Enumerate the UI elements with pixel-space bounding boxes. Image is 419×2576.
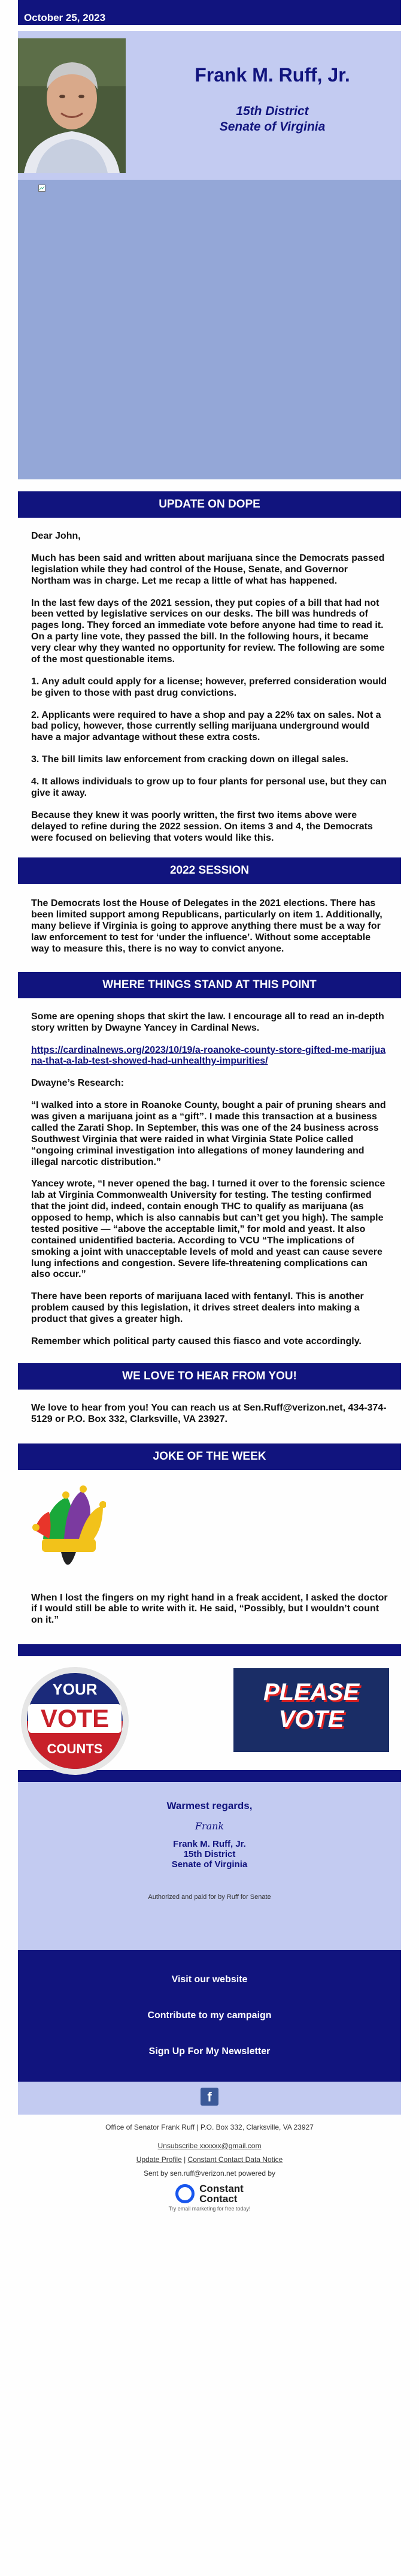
constant-contact-icon (175, 2184, 195, 2203)
cc-word-2: Contact (199, 2193, 238, 2205)
section-title-stand: WHERE THINGS STAND AT THIS POINT (18, 972, 401, 998)
header-text (144, 64, 401, 134)
header (18, 31, 401, 180)
regards: Warmest regards, (166, 1800, 253, 1812)
please-vote-sign (233, 1668, 389, 1752)
section-title-session: 2022 SESSION (18, 857, 401, 884)
district: 15th District (236, 104, 309, 118)
signup-newsletter-button[interactable]: Sign Up For My Newsletter (148, 2046, 271, 2057)
section-title-joke: JOKE OF THE WEEK (18, 1443, 401, 1470)
facebook-icon[interactable]: f (201, 2088, 218, 2106)
section-body-joke (18, 1482, 401, 1627)
button-list (18, 1962, 401, 2082)
jester-hat-icon (31, 1482, 106, 1581)
list-item: 3. The bill limits law enforcement from cracking down on illegal sales. (31, 754, 348, 765)
list-item: 1. Any adult could apply for a license; however, preferred consideration would be given to those with past drug convictions. (31, 676, 387, 698)
data-notice-link[interactable]: Constant Contact Data Notice (187, 2155, 283, 2164)
unsubscribe-link[interactable]: Unsubscribe xxxxxx@gmail.com (157, 2141, 262, 2150)
cc-tagline: Try email marketing for free today! (168, 2206, 251, 2212)
paragraph: Because they knew it was poorly written, the first two items above were delayed to refine during the 2022 session. On items 3 and 4, the Democrats were focused on believing that voters would like this. (31, 810, 373, 843)
date-text: October 25, 2023 (18, 6, 401, 25)
signoff-senate: Senate of Virginia (171, 1859, 248, 1870)
signature: Frank (195, 1820, 224, 1832)
section-body-stand (18, 1011, 401, 1348)
paragraph: The Democrats lost the House of Delegates in the 2021 elections. There has been limited support among Republicans, particularly on item 1. Additionally, many believe if Virginia is going to approve anything there must be a way for law enforcement to test for ‘under the influence’. Without some acceptable way to measure this, there is no way to convict anyone. (31, 898, 382, 954)
section-body-hear (18, 1403, 401, 1426)
signoff (18, 1782, 401, 1950)
section-body-session (18, 898, 401, 955)
sign-text-please: PLEASE (263, 1679, 360, 1706)
senate: Senate of Virginia (219, 120, 326, 134)
cc-word-1: Constant (199, 2183, 244, 2195)
paragraph: We love to hear from you! You can reach us at Sen.Ruff@verizon.net, 434-374-5129 or P.O. Box 332, Clarksville, VA 23927. (31, 1402, 387, 1424)
footer: Office of Senator Frank Ruff | P.O. Box 332, Clarksville, VA 23927 Unsubscribe xxxxxx@gmail.com Update Profile | Constant Contact Data Notice Sent by sen.ruff@verizon.net powered by Constant Contact Try email marketing for free today! (18, 2121, 401, 2214)
paragraph: Some are opening shops that skirt the law. I encourage all to read an in-depth story written by Dwayne Yancey in Cardinal News. (31, 1011, 384, 1033)
divider (18, 1950, 401, 1962)
date-bar (18, 0, 401, 31)
badge-text-your: YOUR (52, 1680, 98, 1699)
vote-images (18, 1656, 401, 1770)
paragraph: Much has been said and written about marijuana since the Democrats passed legislation while they had control of the House, Senate, and Governor Northam was in charge. Let me recap a little of what has happened. (31, 552, 385, 586)
cardinal-news-link[interactable]: https://cardinalnews.org/2023/10/19/a-roanoke-county-store-gifted-me-marijuana-that-a-lab-test-showed-had-unhealthy-impurities/ (31, 1044, 386, 1067)
paragraph: Dwayne’s Research: (31, 1078, 125, 1089)
list-item: 4. It allows individuals to grow up to four plants for personal use, but they can give it away. (31, 777, 387, 798)
paragraph: In the last few days of the 2021 session, they put copies of a bill that had not been vetted by legislative services on our desks. The bill was hundreds of pages long. They forced an immediate vote before anyone had time to read it. On a party line vote, they passed the bill. In the following hours, it became very clear why they wanted no opportunity for review. The following are some of the most questionable items. (31, 597, 385, 665)
quote: “I walked into a store in Roanoke County, bought a pair of pruning shears and was given a marijuana joint as a “gift”. I made this transaction at a business called the Zarati Shop. In September, this was one of the 24 business across Southwest Virginia that were raided in what Virginia State Police called “ongoing criminal investigation into allegations of money laundering and illegal narcotic distribution.” (31, 1100, 386, 1167)
quote: Yancey wrote, “I never opened the bag. I turned it over to the forensic science lab at Virginia Commonwealth University for testing. The testing confirmed that the joint did, indeed, contain enough THC to qualify as marijuana (as opposed to hemp, which is also cannabis but can’t get you high). The sample tested positive — “above the acceptable limit,” for mold and yeast. It also contained unidentified bacteria. According to VCU “The implications of smoking a joint with unacceptable levels of mold and yeast can cause severe lung infections and congestion. Severe life-threatening complications can also occur.” (31, 1179, 385, 1280)
badge-text-counts: COUNTS (47, 1741, 103, 1757)
signoff-name: Frank M. Ruff, Jr. (173, 1839, 246, 1850)
newsletter (18, 0, 401, 2214)
sent-by: Sent by sen.ruff@verizon.net powered by (143, 2169, 276, 2178)
your-vote-counts-badge (21, 1667, 129, 1775)
senator-portrait (18, 38, 126, 173)
update-profile-link[interactable]: Update Profile (136, 2155, 182, 2164)
section-title-dope: UPDATE ON DOPE (18, 491, 401, 518)
badge-text-vote: VOTE (28, 1704, 122, 1733)
social-bar (18, 2082, 401, 2115)
joke-text: When I lost the fingers on my right hand in a freak accident, I asked the doctor if I would still be able to write with it. He said, “Possibly, but I wouldn’t count on it.” (31, 1592, 388, 1626)
divider (18, 1644, 401, 1656)
paragraph: There have been reports of marijuana laced with fentanyl. This is another problem caused by this legislation, it drives street dealers into making a product that gives a greater high. (31, 1291, 364, 1324)
visit-website-button[interactable]: Visit our website (171, 1974, 248, 1985)
section-body-dope (18, 531, 401, 844)
constant-contact-logo[interactable] (18, 2184, 401, 2204)
senator-name: Frank M. Ruff, Jr. (195, 64, 350, 86)
paragraph: Remember which political party caused this fiasco and vote accordingly. (31, 1336, 362, 1346)
footer-address: Office of Senator Frank Ruff | P.O. Box 332, Clarksville, VA 23927 (105, 2123, 314, 2132)
authorized-text: Authorized and paid for by Ruff for Senate (148, 1894, 271, 1901)
banner-image-placeholder (18, 180, 401, 479)
broken-image-icon (38, 185, 45, 192)
contribute-button[interactable]: Contribute to my campaign (147, 2010, 272, 2021)
list-item: 2. Applicants were required to have a shop and pay a 22% tax on sales. Not a bad policy, however, those currently selling marijuana underground would have a major advantage without these extra costs. (31, 709, 381, 743)
signoff-district: 15th District (183, 1849, 236, 1860)
section-title-hear: WE LOVE TO HEAR FROM YOU! (18, 1363, 401, 1390)
sign-text-vote: VOTE (278, 1706, 344, 1733)
greeting: Dear John, (31, 531, 81, 541)
